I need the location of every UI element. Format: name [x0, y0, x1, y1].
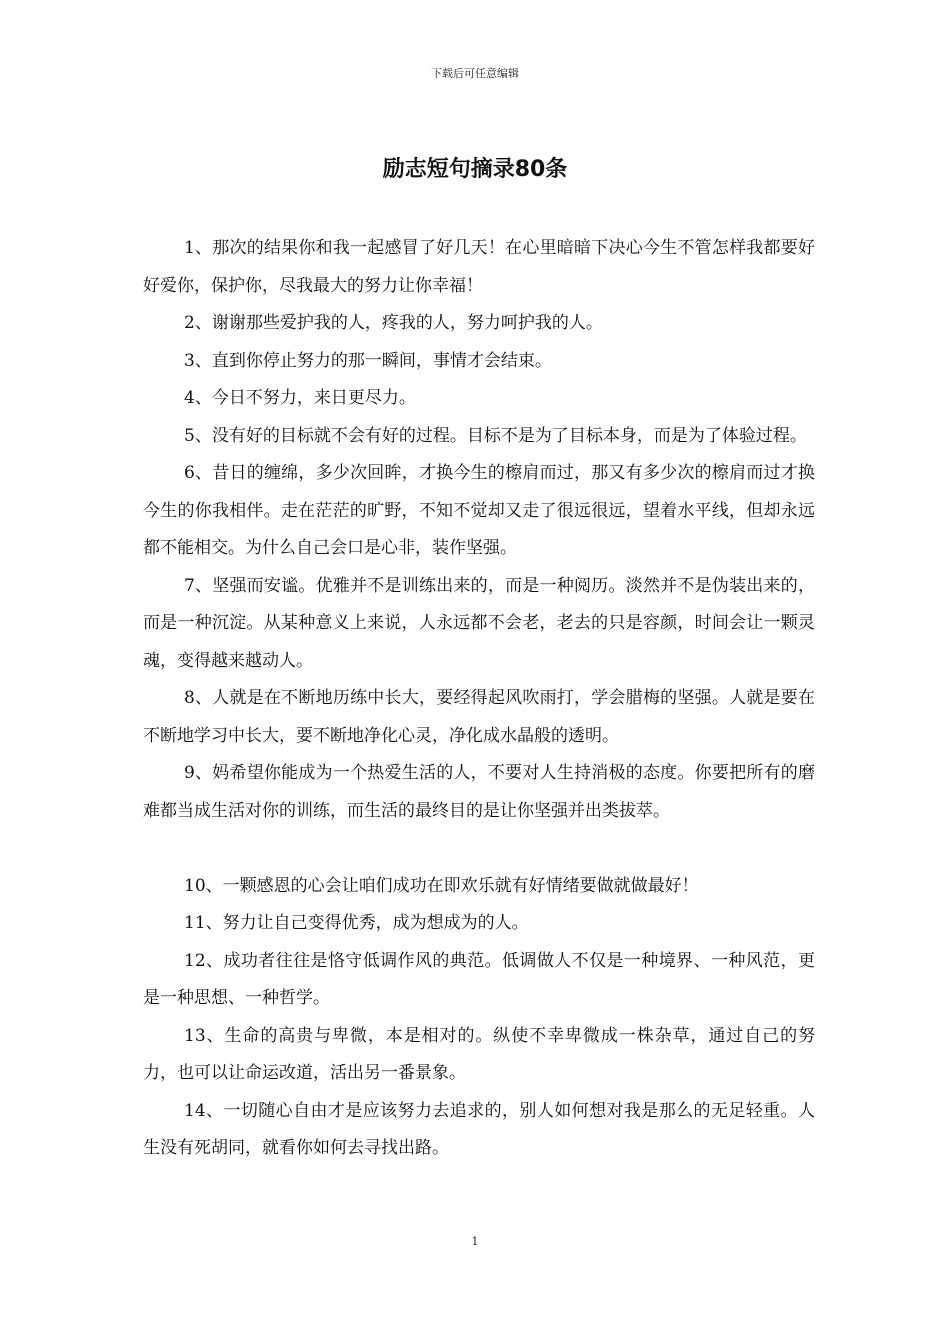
document-body: [143, 230, 815, 1168]
paragraph-5: 5、没有好的目标就不会有好的过程。目标不是为了目标本身，而是为了体验过程。: [184, 425, 807, 446]
paragraph-9: 9、妈希望你能成为一个热爱生活的人，不要对人生持消极的态度。你要把所有的磨难都当成生活对你的训练，而生活的最终目的是让你坚强并出类拔萃。: [143, 763, 815, 821]
paragraph-12: 12、成功者往往是恪守低调作风的典范。低调做人不仅是一种境界、一种风范，更是一种思想、一种哲学。: [143, 950, 815, 1008]
paragraph-3: 3、直到你停止努力的那一瞬间，事情才会结束。: [184, 350, 552, 371]
page-header-note: 下载后可任意编辑: [431, 67, 519, 80]
paragraph-14: 14、一切随心自由才是应该努力去追求的，别人如何想对我是那么的无足轻重。人生没有死胡同，就看你如何去寻找出路。: [143, 1100, 815, 1158]
paragraph-13: 13、生命的高贵与卑微，本是相对的。纵使不幸卑微成一株杂草，通过自己的努力，也可以让命运改道，活出另一番景象。: [143, 1025, 815, 1083]
paragraph-2: 2、谢谢那些爱护我的人，疼我的人，努力呵护我的人。: [184, 313, 603, 333]
paragraph-6: 6、昔日的缠绵，多少次回眸，才换今生的檫肩而过，那又有多少次的檫肩而过才换今生的你我相伴。走在茫茫的旷野，不知不觉却又走了很远很远，望着水平线，但却永远都不能相交。为什么自己会口是心非，装作坚强。: [143, 463, 815, 558]
document-title: 励志短句摘录80条: [382, 157, 568, 182]
paragraph-10: 10、一颗感恩的心会让咱们成功在即欢乐就有好情绪要做就做最好！: [184, 875, 699, 896]
paragraph-8: 8、人就是在不断地历练中长大，要经得起风吹雨打，学会腊梅的坚强。人就是要在不断地学习中长大，要不断地净化心灵，净化成水晶般的透明。: [143, 688, 815, 746]
paragraph-gap: [143, 830, 815, 868]
paragraph-1: 1、那次的结果你和我一起感冒了好几天！在心里暗暗下决心今生不管怎样我都要好好爱你，保护你，尽我最大的努力让你幸福！: [143, 238, 815, 296]
page-number: 1: [471, 1235, 479, 1248]
paragraph-4: 4、今日不努力，来日更尽力。: [184, 388, 416, 408]
paragraph-11: 11、努力让自己变得优秀，成为想成为的人。: [184, 913, 529, 933]
paragraph-7: 7、坚强而安谧。优雅并不是训练出来的，而是一种阅历。淡然并不是伪装出来的，而是一种沉淀。从某种意义上来说，人永远都不会老，老去的只是容颜，时间会让一颗灵魂，变得越来越动人。: [143, 575, 815, 671]
